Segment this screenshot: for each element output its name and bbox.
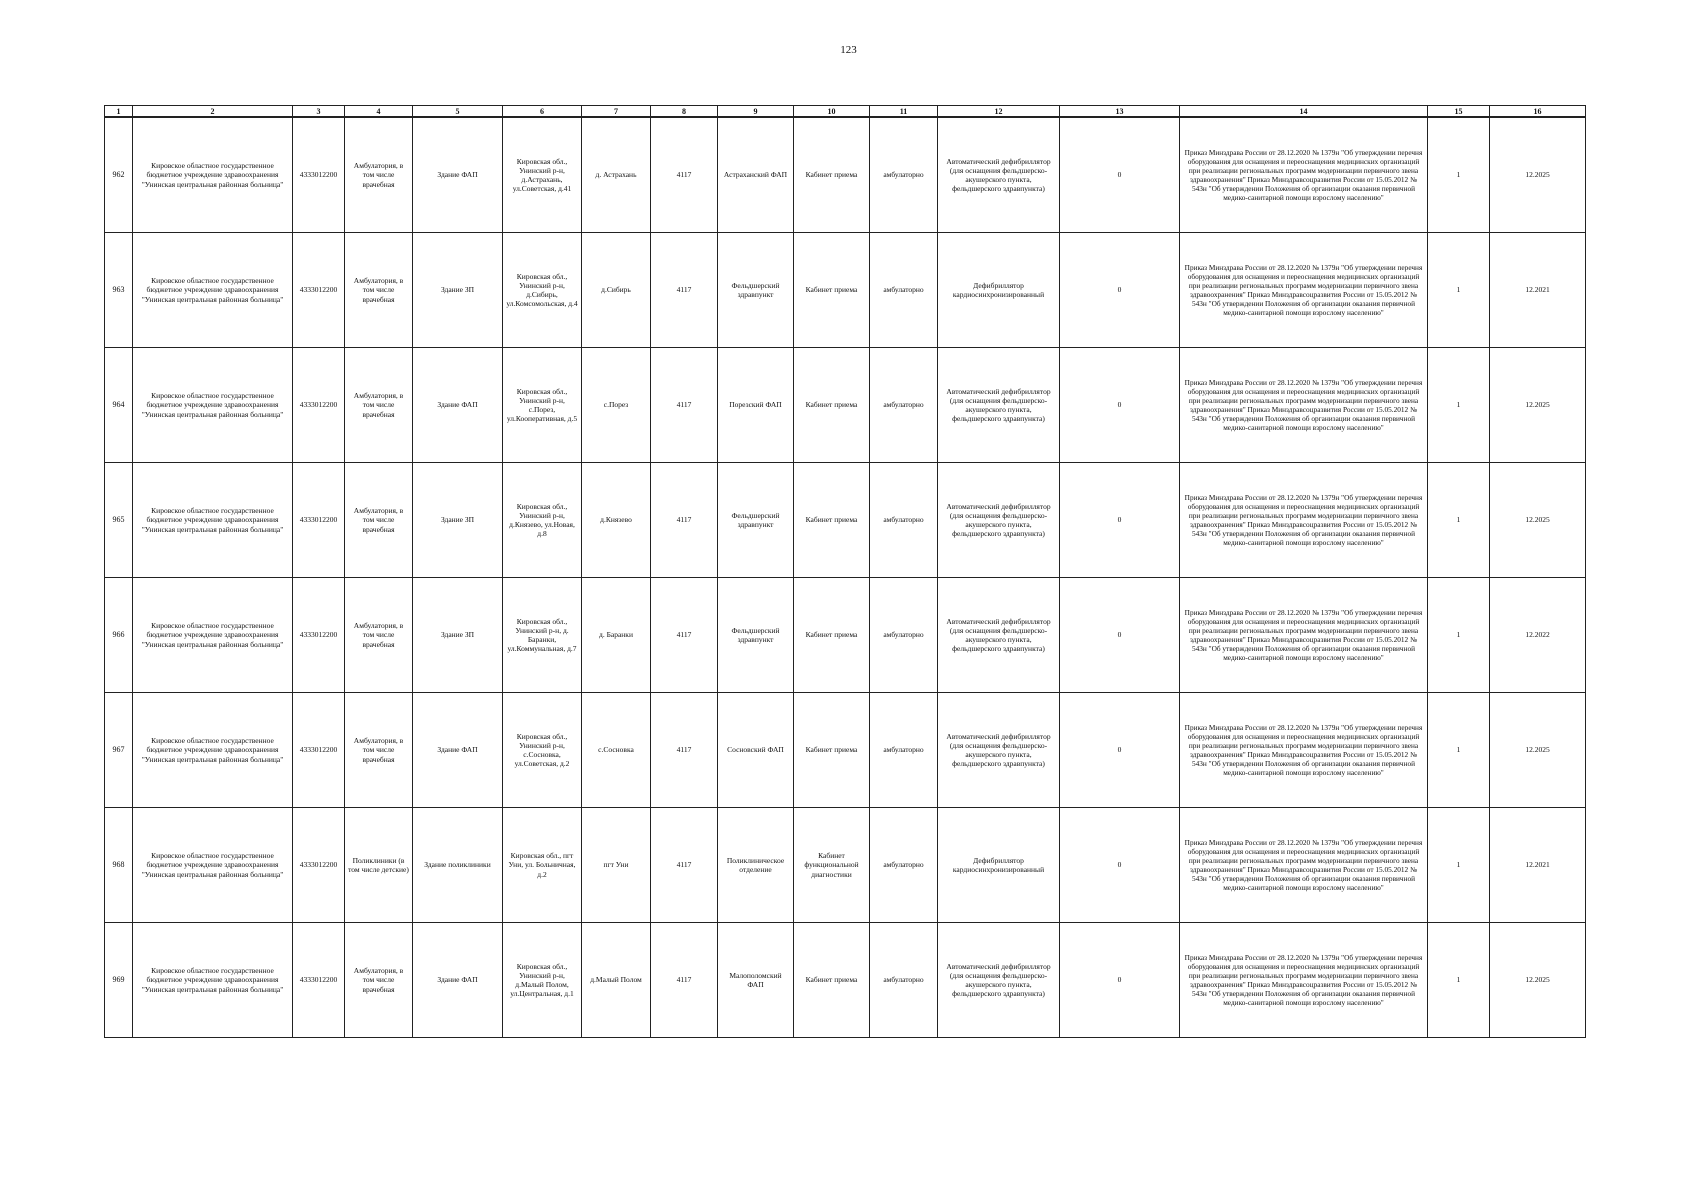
settlement-cell: д. Астрахань [582,117,651,233]
available-quantity-cell: 0 [1060,348,1180,463]
column-header: 13 [1060,106,1180,118]
okved-code-cell: 4117 [651,693,718,808]
table-row [105,233,1586,348]
okved-code-cell: 4117 [651,348,718,463]
required-count-cell: 1 [1428,808,1490,923]
subdivision-cell: Фельдшерский здравпункт [718,463,794,578]
settlement-cell: д.Малый Полом [582,923,651,1038]
legal-basis-cell: Приказ Минздрава России от 28.12.2020 № 1379н "Об утверждении перечня оборудования для оснащения и переоснащения медицинских организаций при реализации региональных программ модернизации первичного звена здравоохранения" Приказ Минздравсоцразвития России от 15.05.2012 № 543н "Об утверждении Положения об организации оказания первичной медико-санитарной помощи взрослому населению" [1180,233,1428,348]
organization-name-cell: Кировское областное государственное бюджетное учреждение здравоохранения "Унинская центральная районная больница" [133,117,293,233]
facility-type-cell: Амбулатория, в том числе врачебная [345,233,413,348]
equipment-name-cell: Автоматический дефибриллятор (для оснащения фельдшерско-акушерского пункта, фельдшерского здравпункта) [938,117,1060,233]
subdivision-cell: Порезский ФАП [718,348,794,463]
address-cell: Кировская обл., пгт Уни, ул. Больничная, д.2 [503,808,582,923]
required-count-cell: 1 [1428,348,1490,463]
delivery-date-cell: 12.2022 [1490,578,1586,693]
organization-name-cell: Кировское областное государственное бюджетное учреждение здравоохранения "Унинская центральная районная больница" [133,693,293,808]
inn-code-cell: 4333012200 [293,463,345,578]
okved-code-cell: 4117 [651,578,718,693]
column-header: 7 [582,106,651,118]
row-number-cell: 962 [105,117,133,233]
inn-code-cell: 4333012200 [293,578,345,693]
legal-basis-cell: Приказ Минздрава России от 28.12.2020 № 1379н "Об утверждении перечня оборудования для оснащения и переоснащения медицинских организаций при реализации региональных программ модернизации первичного звена здравоохранения" Приказ Минздравсоцразвития России от 15.05.2012 № 543н "Об утверждении Положения об организации оказания первичной медико-санитарной помощи взрослому населению" [1180,808,1428,923]
settlement-cell: с.Порез [582,348,651,463]
address-cell: Кировская обл., Унинский р-н, д.Князево, ул.Новая, д.8 [503,463,582,578]
inn-code-cell: 4333012200 [293,233,345,348]
inn-code-cell: 4333012200 [293,117,345,233]
column-header: 10 [794,106,870,118]
building-name-cell: Здание ЗП [413,578,503,693]
required-count-cell: 1 [1428,578,1490,693]
facility-type-cell: Поликлиники (в том числе детские) [345,808,413,923]
organization-name-cell: Кировское областное государственное бюджетное учреждение здравоохранения "Унинская центральная районная больница" [133,348,293,463]
okved-code-cell: 4117 [651,233,718,348]
legal-basis-cell: Приказ Минздрава России от 28.12.2020 № 1379н "Об утверждении перечня оборудования для оснащения и переоснащения медицинских организаций при реализации региональных программ модернизации первичного звена здравоохранения" Приказ Минздравсоцразвития России от 15.05.2012 № 543н "Об утверждении Положения об организации оказания первичной медико-санитарной помощи взрослому населению" [1180,578,1428,693]
equipment-name-cell: Автоматический дефибриллятор (для оснащения фельдшерско-акушерского пункта, фельдшерского здравпункта) [938,578,1060,693]
table-row [105,348,1586,463]
settlement-cell: д.Князево [582,463,651,578]
okved-code-cell: 4117 [651,463,718,578]
row-number-cell: 963 [105,233,133,348]
equipment-name-cell: Дефибриллятор кардиосинхронизированный [938,233,1060,348]
column-header: 2 [133,106,293,118]
subdivision-cell: Малополомский ФАП [718,923,794,1038]
address-cell: Кировская обл., Унинский р-н, д.Астрахань, ул.Советская, д.41 [503,117,582,233]
column-header: 6 [503,106,582,118]
care-mode-cell: амбулаторно [870,233,938,348]
required-count-cell: 1 [1428,693,1490,808]
required-count-cell: 1 [1428,923,1490,1038]
address-cell: Кировская обл., Унинский р-н, с.Сосновка, ул.Советская, д.2 [503,693,582,808]
column-header: 11 [870,106,938,118]
table-row [105,808,1586,923]
table-row [105,463,1586,578]
equipment-name-cell: Автоматический дефибриллятор (для оснащения фельдшерско-акушерского пункта, фельдшерского здравпункта) [938,923,1060,1038]
inn-code-cell: 4333012200 [293,348,345,463]
facility-type-cell: Амбулатория, в том числе врачебная [345,463,413,578]
equipment-table [104,105,1586,1038]
room-name-cell: Кабинет приема [794,578,870,693]
room-name-cell: Кабинет приема [794,463,870,578]
available-quantity-cell: 0 [1060,578,1180,693]
column-header: 9 [718,106,794,118]
inn-code-cell: 4333012200 [293,808,345,923]
facility-type-cell: Амбулатория, в том числе врачебная [345,923,413,1038]
building-name-cell: Здание ФАП [413,117,503,233]
delivery-date-cell: 12.2025 [1490,463,1586,578]
row-number-cell: 969 [105,923,133,1038]
care-mode-cell: амбулаторно [870,693,938,808]
inn-code-cell: 4333012200 [293,693,345,808]
organization-name-cell: Кировское областное государственное бюджетное учреждение здравоохранения "Унинская центральная районная больница" [133,578,293,693]
room-name-cell: Кабинет приема [794,923,870,1038]
facility-type-cell: Амбулатория, в том числе врачебная [345,693,413,808]
building-name-cell: Здание ЗП [413,233,503,348]
legal-basis-cell: Приказ Минздрава России от 28.12.2020 № 1379н "Об утверждении перечня оборудования для оснащения и переоснащения медицинских организаций при реализации региональных программ модернизации первичного звена здравоохранения" Приказ Минздравсоцразвития России от 15.05.2012 № 543н "Об утверждении Положения об организации оказания первичной медико-санитарной помощи взрослому населению" [1180,117,1428,233]
equipment-name-cell: Дефибриллятор кардиосинхронизированный [938,808,1060,923]
available-quantity-cell: 0 [1060,117,1180,233]
subdivision-cell: Сосновский ФАП [718,693,794,808]
column-header: 8 [651,106,718,118]
care-mode-cell: амбулаторно [870,808,938,923]
equipment-name-cell: Автоматический дефибриллятор (для оснащения фельдшерско-акушерского пункта, фельдшерского здравпункта) [938,348,1060,463]
row-number-cell: 965 [105,463,133,578]
available-quantity-cell: 0 [1060,693,1180,808]
room-name-cell: Кабинет приема [794,348,870,463]
care-mode-cell: амбулаторно [870,348,938,463]
settlement-cell: д.Сибирь [582,233,651,348]
room-name-cell: Кабинет приема [794,693,870,808]
column-header: 12 [938,106,1060,118]
organization-name-cell: Кировское областное государственное бюджетное учреждение здравоохранения "Унинская центральная районная больница" [133,923,293,1038]
delivery-date-cell: 12.2025 [1490,348,1586,463]
column-header: 16 [1490,106,1586,118]
facility-type-cell: Амбулатория, в том числе врачебная [345,348,413,463]
row-number-cell: 966 [105,578,133,693]
building-name-cell: Здание ФАП [413,923,503,1038]
row-number-cell: 967 [105,693,133,808]
available-quantity-cell: 0 [1060,233,1180,348]
subdivision-cell: Фельдшерский здравпункт [718,233,794,348]
table-row [105,923,1586,1038]
facility-type-cell: Амбулатория, в том числе врачебная [345,117,413,233]
equipment-name-cell: Автоматический дефибриллятор (для оснащения фельдшерско-акушерского пункта, фельдшерского здравпункта) [938,693,1060,808]
address-cell: Кировская обл., Унинский р-н, д.Малый Полом, ул.Центральная, д.1 [503,923,582,1038]
column-header: 14 [1180,106,1428,118]
organization-name-cell: Кировское областное государственное бюджетное учреждение здравоохранения "Унинская центральная районная больница" [133,808,293,923]
organization-name-cell: Кировское областное государственное бюджетное учреждение здравоохранения "Унинская центральная районная больница" [133,463,293,578]
care-mode-cell: амбулаторно [870,578,938,693]
facility-type-cell: Амбулатория, в том числе врачебная [345,578,413,693]
required-count-cell: 1 [1428,463,1490,578]
room-name-cell: Кабинет функциональной диагностики [794,808,870,923]
table-body [105,117,1586,1038]
header-row [105,106,1586,118]
organization-name-cell: Кировское областное государственное бюджетное учреждение здравоохранения "Унинская центральная районная больница" [133,233,293,348]
care-mode-cell: амбулаторно [870,923,938,1038]
delivery-date-cell: 12.2021 [1490,233,1586,348]
legal-basis-cell: Приказ Минздрава России от 28.12.2020 № 1379н "Об утверждении перечня оборудования для оснащения и переоснащения медицинских организаций при реализации региональных программ модернизации первичного звена здравоохранения" Приказ Минздравсоцразвития России от 15.05.2012 № 543н "Об утверждении Положения об организации оказания первичной медико-санитарной помощи взрослому населению" [1180,693,1428,808]
table-row [105,578,1586,693]
row-number-cell: 968 [105,808,133,923]
settlement-cell: д. Баранки [582,578,651,693]
subdivision-cell: Поликлиническое отделение [718,808,794,923]
table-row [105,693,1586,808]
okved-code-cell: 4117 [651,117,718,233]
settlement-cell: пгт Уни [582,808,651,923]
room-name-cell: Кабинет приема [794,117,870,233]
inn-code-cell: 4333012200 [293,923,345,1038]
column-header: 4 [345,106,413,118]
delivery-date-cell: 12.2021 [1490,808,1586,923]
equipment-name-cell: Автоматический дефибриллятор (для оснащения фельдшерско-акушерского пункта, фельдшерского здравпункта) [938,463,1060,578]
okved-code-cell: 4117 [651,923,718,1038]
building-name-cell: Здание поликлиники [413,808,503,923]
legal-basis-cell: Приказ Минздрава России от 28.12.2020 № 1379н "Об утверждении перечня оборудования для оснащения и переоснащения медицинских организаций при реализации региональных программ модернизации первичного звена здравоохранения" Приказ Минздравсоцразвития России от 15.05.2012 № 543н "Об утверждении Положения об организации оказания первичной медико-санитарной помощи взрослому населению" [1180,348,1428,463]
room-name-cell: Кабинет приема [794,233,870,348]
available-quantity-cell: 0 [1060,808,1180,923]
row-number-cell: 964 [105,348,133,463]
address-cell: Кировская обл., Унинский р-н, д.Сибирь, ул.Комсомольская, д.4 [503,233,582,348]
address-cell: Кировская обл., Унинский р-н, д. Баранки, ул.Коммунальная, д.7 [503,578,582,693]
okved-code-cell: 4117 [651,808,718,923]
building-name-cell: Здание ФАП [413,693,503,808]
column-header: 5 [413,106,503,118]
legal-basis-cell: Приказ Минздрава России от 28.12.2020 № 1379н "Об утверждении перечня оборудования для оснащения и переоснащения медицинских организаций при реализации региональных программ модернизации первичного звена здравоохранения" Приказ Минздравсоцразвития России от 15.05.2012 № 543н "Об утверждении Положения об организации оказания первичной медико-санитарной помощи взрослому населению" [1180,463,1428,578]
required-count-cell: 1 [1428,117,1490,233]
column-header: 1 [105,106,133,118]
legal-basis-cell: Приказ Минздрава России от 28.12.2020 № 1379н "Об утверждении перечня оборудования для оснащения и переоснащения медицинских организаций при реализации региональных программ модернизации первичного звена здравоохранения" Приказ Минздравсоцразвития России от 15.05.2012 № 543н "Об утверждении Положения об организации оказания первичной медико-санитарной помощи взрослому населению" [1180,923,1428,1038]
building-name-cell: Здание ЗП [413,463,503,578]
delivery-date-cell: 12.2025 [1490,693,1586,808]
available-quantity-cell: 0 [1060,923,1180,1038]
subdivision-cell: Фельдшерский здравпункт [718,578,794,693]
settlement-cell: с.Сосновка [582,693,651,808]
table-row [105,117,1586,233]
delivery-date-cell: 12.2025 [1490,923,1586,1038]
subdivision-cell: Астраханский ФАП [718,117,794,233]
available-quantity-cell: 0 [1060,463,1180,578]
column-header: 3 [293,106,345,118]
required-count-cell: 1 [1428,233,1490,348]
page-number: 123 [840,44,857,56]
care-mode-cell: амбулаторно [870,463,938,578]
delivery-date-cell: 12.2025 [1490,117,1586,233]
address-cell: Кировская обл., Унинский р-н, с.Порез, ул.Кооперативная, д.5 [503,348,582,463]
building-name-cell: Здание ФАП [413,348,503,463]
care-mode-cell: амбулаторно [870,117,938,233]
column-header: 15 [1428,106,1490,118]
